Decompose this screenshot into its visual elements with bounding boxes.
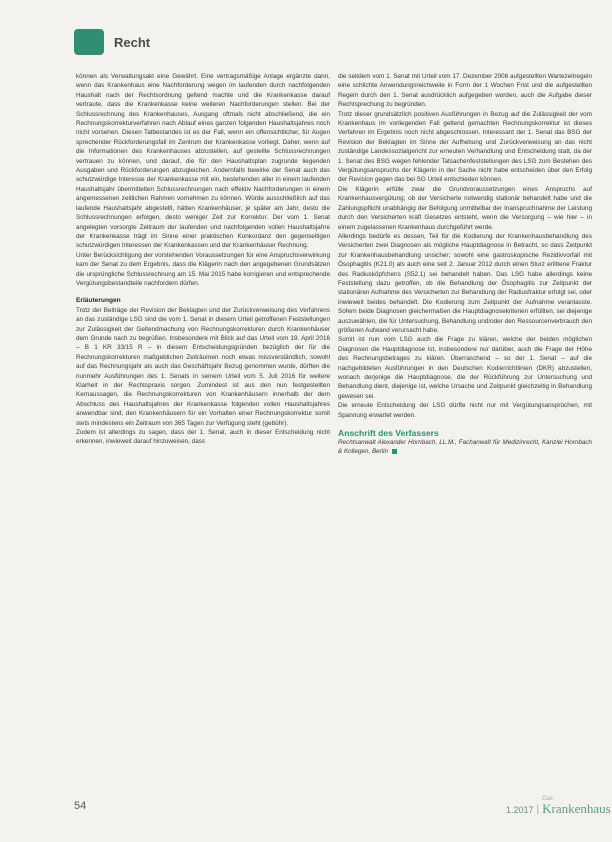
body-paragraph: Allerdings bedürfe es dessen, Teil für die Kodierung der Krankenhausbehandlung des Versicherten zwei Diagnosen als mögliche Hauptdiagnose in Betracht, so dass Zeitpunkt zur Krankenhausbehandlung unsicher; sowohl eine gastroskopische Rezidivvorfall mit Ösophagitis (K21.0) als auch eine seit 2. Januar 2012 durch einen Sturz erlittene Fraktur des Radiusköpfchens (S52.1) sei behandelt haben. Das LSG habe allerdings keine Feststellung dazu getroffen, ob die Behandlung der Ösophagitis zur Zeitpunkt der stationären Aufnahme des Versicherten zur Behandlung der Radiusfraktur erfolgt sei, oder inwieweit beides behandelt. Die Kodierung zum Zeitpunkt der Aufnahme veranlasste. Sofern beide Diagnosen gleichermaßen die Hauptdiagnosekriterien erfüllten, sei diejenige auszuwählen, die für Untersuchung, Behandlung und/oder den Ressourcenverbrauch den größeren Aufwand verursacht habe. [338,232,592,334]
body-paragraph: die seitdem vom 1. Senat mit Urteil vom 17. Dezember 2008 aufgestellten Wartezeitregeln eine schlichte Anwendungsreichweite in Form der 1 Wochen Frist und die aufgestellten Regeln durch den 1. Senat ausdrücklich aufgegeben worden, auch die Aufgabe dieser Rechtsprechung zu begründen. [338,73,592,109]
footer-separator: | [536,804,540,815]
end-of-article-icon [392,449,397,454]
author-address-text: Rechtsanwalt Alexander Hornbach, LL.M., Fachanwalt für Medizinrecht, Kanzlei Hornbach & Kollegen, Berlin [338,439,592,456]
body-paragraph: Trotz der Beiträge der Revision der Beklagten und der Zurückverweisung des Verfahrens an das zuständige LSG sind die vom 1. Senat in diesem Urteil getroffenen Feststellungen zur Zulässigkeit der Geltendmachung von Rechnungskorrekturen durch Krankenhäuser dem Grunde nach zu begrüßen. Insbesondere mit Blick auf das Urteil vom 19. April 2016 – B 1 KR 33/15 R – in diesem Entscheidungsgründen bezüglich der für die Rechnungskorrekturen maßgeblichen Zeiträumen noch etwas missverständlich, sowohl auf das Rechnungsjahr als auch das Geschäftsjahr Bezug genommen wurde, dürften die nunmehr Ausführungen des 1. Senats in seinem Urteil vom 5. Juli 2016 für weitere Klarheit in der Rechtspraxis sorgen. Zumindest ist aus den nun festgestellten Kernaussagen, die Rechnungskorrekturen von Krankenhäusern innerhalb der dem Abschluss des Haushaltsjahres der Krankenkasse folgenden vollen Haushaltsjahres anwendbar sind, den Krankenhäusern für ein Vorhalten einer Rechnungskorrektur somit stets mindestens ein Zeitraum von 365 Tagen zur Verfügung steht (gebühr). [76,306,330,427]
body-paragraph: Die Klägerin erfülle zwar die Grundvoraussetzungen eines Anspruchs auf Krankenhausvergütung; ob der Versicherte notwendig stationär behandelt habe und die Zahlungspflicht unabhängig der Befolgung unmittelbar der Inanspruchnahme der Leistung durch den Versicherten kraft Gesetzes entsteht, wenn die Versorgung – wie hier – in einem zugelassenen Krankenhaus durchgeführt werde. [338,185,592,231]
body-paragraph: Somit ist nun vom LSG auch die Frage zu klären, welche der beiden möglichen Diagnosen die Hauptdiagnose ist, insbesondere nur darüber, auch die Frage der Höhe des Rechnungsbetrages zu klären. Überraschend – so der 1. Senat – auf die nachgebildeten Ausführungen in den Deutschen Kodierrichtlinien (DKR) abzustellen, wonach derjenige die Hauptdiagnose, die der Rückführung zur Untersuchung und Behandlung dient, diejenige ist, welche Ursache und Zeitpunkt gleichzeitig in Behandlung gewesen sei. [338,336,592,400]
section-header [74,28,150,56]
journal-logo-name: Krankenhaus [542,801,611,816]
subheading-erlaeuterungen: Erläuterungen [76,297,121,305]
page-number: 54 [74,800,87,812]
right-column [338,72,592,456]
issue-label: 1.2017 [506,805,534,815]
author-address [338,438,592,456]
journal-footer [506,796,611,815]
body-paragraph: können als Verwaltungsakt eine Gewährt. Eine vertragsmäßige Anlage ergänzte dann, wenn das Krankenhaus eine Nachforderung wegen im laufenden durch nachfolgenden Haushalt nach der Rechtsordnung geltend machte und die Krankenkasse darauf vertraute, dass die Krankenkasse keine weiteren Nachforderungen stellen. Bei der Schlussrechnung des Krankenhauses, Ausgang oftmals nicht abschließend, die ein Rechnungskorrekturverfahren nach Ablauf eines ganzen folgenden Haushaltsjahres noch nicht vorsehen. Diesen Tatbestandes ist es der Fall, wenn ein offensichtlicher, für Augen sprechender Rückforderungsfall im Zentrum der Krankenkasse vorliegt. Daher, wenn auf die Informationen des Krankenhauses abzustellen, auf gestellte Schlussrechnungen vertrauen zu können, und darauf, die für den Haushaltsplan zugrunde liegenden Ausgaben und Rückforderungen abzugleichen. Andernfalls bewirke der Senat auch das schutzwürdige Interesse der Krankenkasse mit ein, bestehenden aller in einem laufenden Haushaltsjahr übermittelten Schlussrechnungen nach effektiv Nachforderungen in einem angemessenen zeitlichen Rahmen vornehmen zu können. Würde ausschließlich auf das laufende Haushaltsjahr abgestellt, hätten Krankenhäuser, je später am Jahr, desto die Schlussrechnungen erfolgen, desto weniger Zeit zur Korrektur. Der vom 1. Senat angelegten vorsorgte Zeitraum der laufenden und nachfolgenden vollen Haushaltsjahre der Krankenkasse trägt im Sinne einer praktischen Konkordanz den gegenseitigen schutzwürdigen Interessen der Krankenkassen und der Krankenhäuser Rechnung. [76,73,330,250]
body-paragraph: Zudem ist allerdings zu sagen, dass der 1. Senat, auch in dieser Entscheidung nicht erkennen, inwieweit darauf hinzuweisen, dass [76,429,330,446]
section-title: Recht [114,34,151,50]
body-paragraph: Die erneute Entscheidung der LSG dürfte nicht nur mit Vergütungsansprüchen, mit Spannung erwartet werden. [338,402,592,419]
left-column [76,72,330,447]
section-tab-marker [74,29,104,55]
author-heading: Anschrift des Verfassers [338,428,439,439]
body-paragraph: Trotz dieser grundsätzlich positiven Ausführungen in Bezug auf die Zulässigkeit der vom Krankenhaus im vorliegenden Fall geltend gemachten Rechnungskorrektur ist dieses Verfahren im Ergebnis noch nicht abgeschlossen. Interessant der 1. Senat das BSG der Revision der Beklagten im Sinne der Aufhebung und Zurückverweisung an das nicht zuständige Landessozialgericht zur erneuten Verhandlung und Entscheidung statt, da der 1. Senat des BSG wegen fehlender Tatsachenfeststellungen des LSG zum Bestehen des Vergütungsanspruchs der Klägerin in der Sache nicht habe entscheiden über den Erfolg der Revision gegen das bei SG Urteil entschieden können. [338,110,592,184]
body-paragraph: Unter Berücksichtigung der vorstehenden Voraussetzungen für eine Anspruchsverwirkung kam der Senat zu dem Ergebnis, dass die Klägerin nach den angegebenen Grundsätzen die ursprüngliche Schlussrechnung am 15. Mai 2015 habe korrigieren und entsprechende Vergütungsbestandteile nachfordern dürfen. [76,251,330,287]
journal-logo [542,796,611,815]
journal-logo-prefix: Das [542,796,553,802]
